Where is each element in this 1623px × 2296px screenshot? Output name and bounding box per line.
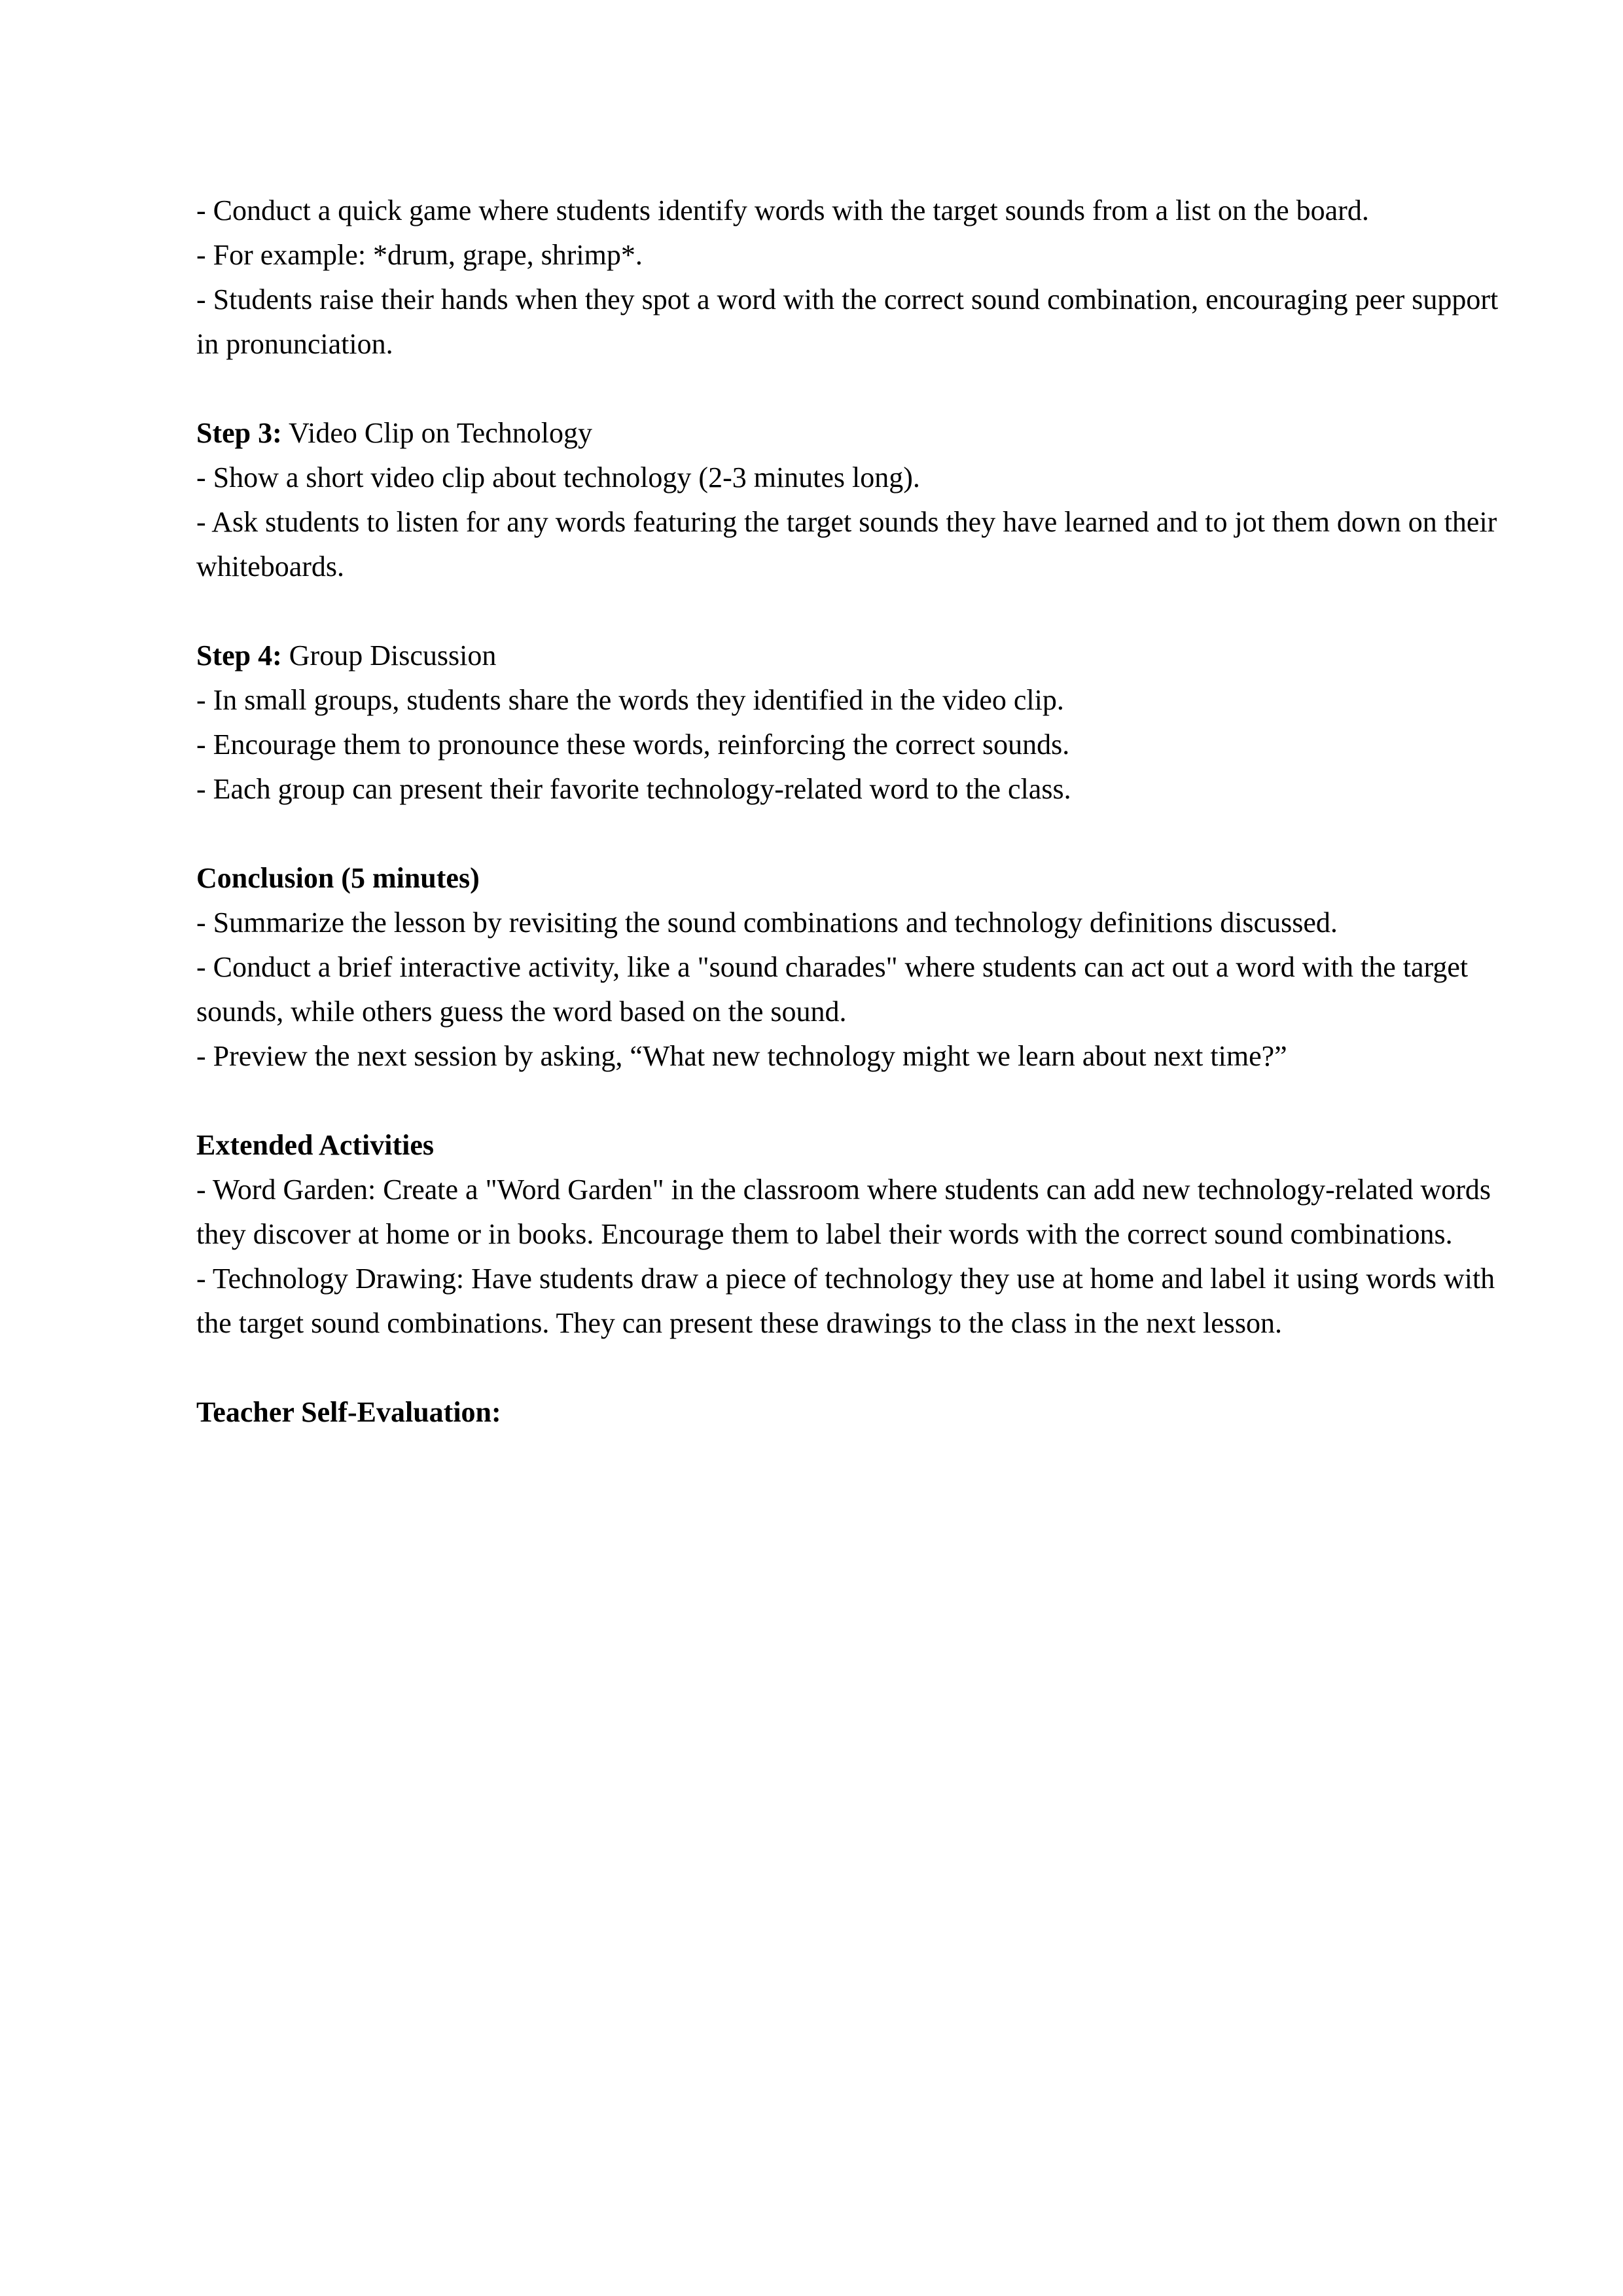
block-spacer xyxy=(196,1079,1502,1123)
step-4-block xyxy=(196,634,1502,812)
block-spacer xyxy=(196,589,1502,634)
bullet-sound-charades-activity: - Conduct a brief interactive activity, like a "sound charades" where students can act out a word with the target sounds, while others guess the word based on the sound. xyxy=(196,951,1476,1028)
bullet-preview-next-session: - Preview the next session by asking, “What new technology might we learn about next time?” xyxy=(196,1040,1287,1072)
extended-activities-heading: Extended Activities xyxy=(196,1129,434,1161)
block-spacer xyxy=(196,812,1502,856)
bullet-each-group-present: - Each group can present their favorite technology-related word to the class. xyxy=(196,773,1071,805)
block-spacer xyxy=(196,1346,1502,1390)
bullet-ask-students-to-listen: - Ask students to listen for any words featuring the target sounds they have learned and to jot them down on their whiteboards. xyxy=(196,506,1505,583)
conclusion-heading: Conclusion (5 minutes) xyxy=(196,862,480,894)
bullet-in-small-groups: - In small groups, students share the words they identified in the video clip. xyxy=(196,684,1064,716)
bullet-for-example: - For example: *drum, grape, shrimp*. xyxy=(196,239,643,271)
bullet-students-raise-hands: - Students raise their hands when they spot a word with the correct sound combination, encouraging peer support in pronunciation. xyxy=(196,283,1506,360)
step-4-heading xyxy=(196,634,1502,678)
bullet-technology-drawing: - Technology Drawing: Have students draw a piece of technology they use at home and label it using words with the target sound combinations. They can present these drawings to the class in the next lesson. xyxy=(196,1263,1503,1339)
extended-activities-block xyxy=(196,1123,1502,1346)
step-3-heading xyxy=(196,411,1502,456)
step-4-label: Step 4: xyxy=(196,639,282,672)
bullet-summarize-lesson: - Summarize the lesson by revisiting the sound combinations and technology definitions discussed. xyxy=(196,906,1338,939)
block-spacer xyxy=(196,367,1502,411)
document-body xyxy=(196,188,1506,1435)
step-3-label: Step 3: xyxy=(196,417,282,449)
bullet-word-garden: - Word Garden: Create a "Word Garden" in the classroom where students can add new technology-related words they discover at home or in books. Encourage them to label their words with the correct sound combinations. xyxy=(196,1174,1499,1250)
step-3-title: Video Clip on Technology xyxy=(281,417,592,449)
bullet-show-short-video-clip: - Show a short video clip about technology (2-3 minutes long). xyxy=(196,461,920,493)
teacher-self-evaluation-heading: Teacher Self-Evaluation: xyxy=(196,1396,501,1428)
step-4-title: Group Discussion xyxy=(281,639,497,672)
bullet-encourage-pronounce: - Encourage them to pronounce these words, reinforcing the correct sounds. xyxy=(196,728,1070,761)
teacher-self-evaluation-block xyxy=(196,1390,1502,1435)
activity-game-block xyxy=(196,188,1506,367)
conclusion-block xyxy=(196,856,1502,1079)
bullet-conduct-quick-game: - Conduct a quick game where students identify words with the target sounds from a list on the board. xyxy=(196,194,1369,226)
step-3-block xyxy=(196,411,1505,589)
